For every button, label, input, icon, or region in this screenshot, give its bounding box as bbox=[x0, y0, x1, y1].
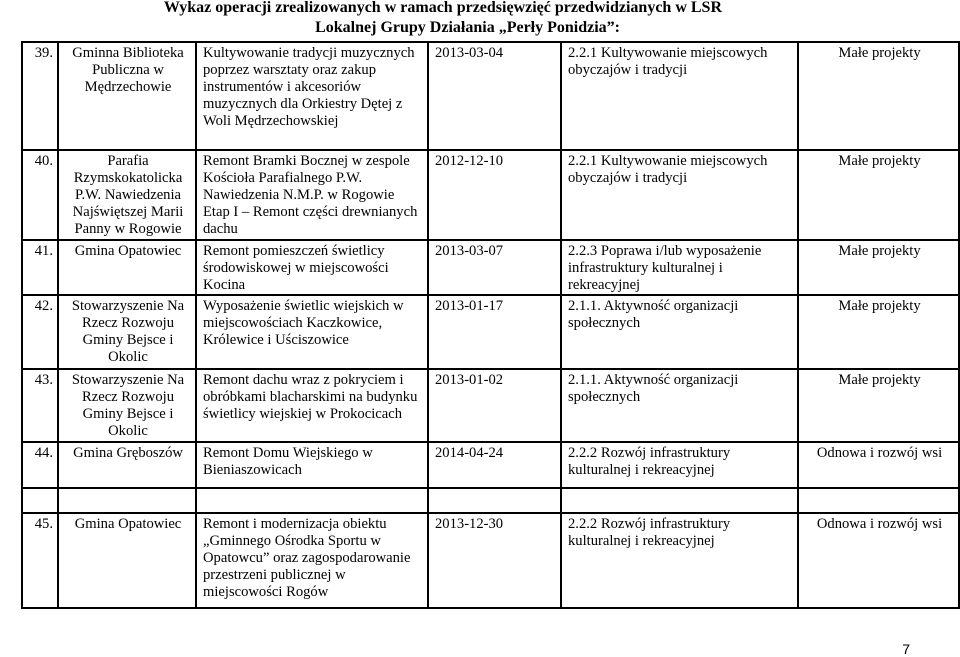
type-cell: Małe projekty bbox=[798, 295, 959, 369]
date-cell: 2014-04-24 bbox=[428, 442, 561, 488]
measure-cell: 2.1.1. Aktywność organizacji społecznych bbox=[561, 295, 798, 369]
table-row bbox=[22, 295, 959, 369]
type-cell: Małe projekty bbox=[798, 150, 959, 240]
header-title-line1: Wykaz operacji zrealizowanych w ramach przedsięwzięć przedwidzianych w LSR bbox=[163, 0, 722, 16]
beneficiary-cell: Gminna Biblioteka Publiczna w Mędrzechowie bbox=[58, 42, 196, 150]
table-row bbox=[22, 150, 959, 240]
beneficiary-cell: Gmina Gręboszów bbox=[58, 442, 196, 488]
beneficiary-cell: Parafia Rzymskokatolicka P.W. Nawiedzenia Najświętszej Marii Panny w Rogowie bbox=[58, 150, 196, 240]
title-cell: Remont pomieszczeń świetlicy środowiskowej w miejscowości Kocina bbox=[196, 240, 428, 295]
row-number: 39. bbox=[22, 42, 58, 150]
table-row bbox=[22, 240, 959, 295]
beneficiary-cell: Gmina Opatowiec bbox=[58, 513, 196, 608]
row-number: 43. bbox=[22, 369, 58, 442]
date-cell: 2013-01-17 bbox=[428, 295, 561, 369]
beneficiary-cell: Stowarzyszenie Na Rzecz Rozwoju Gminy Bejsce i Okolic bbox=[58, 369, 196, 442]
header-title-line2: Lokalnej Grupy Działania „Perły Ponidzia”: bbox=[315, 19, 620, 36]
measure-cell: 2.2.3 Poprawa i/lub wyposażenie infrastruktury kulturalnej i rekreacyjnej bbox=[561, 240, 798, 295]
row-number: 40. bbox=[22, 150, 58, 240]
measure-cell: 2.2.2 Rozwój infrastruktury kulturalnej i rekreacyjnej bbox=[561, 513, 798, 608]
date-cell: 2013-03-04 bbox=[428, 42, 561, 150]
measure-cell: 2.2.1 Kultywowanie miejscowych obyczajów i tradycji bbox=[561, 42, 798, 150]
table-row bbox=[22, 442, 959, 488]
type-cell: Małe projekty bbox=[798, 240, 959, 295]
row-number: 42. bbox=[22, 295, 58, 369]
beneficiary-cell: Stowarzyszenie Na Rzecz Rozwoju Gminy Bejsce i Okolic bbox=[58, 295, 196, 369]
title-cell: Kultywowanie tradycji muzycznych poprzez warsztaty oraz zakup instrumentów i akcesoriów muzycznych dla Orkiestry Dętej z Woli Mędrzechowskiej bbox=[196, 42, 428, 150]
table-spacer-row bbox=[22, 488, 959, 513]
title-cell: Remont Bramki Bocznej w zespole Kościoła Parafialnego P.W. Nawiedzenia N.M.P. w Rogowie Etap I – Remont części drewnianych dachu bbox=[196, 150, 428, 240]
type-cell: Odnowa i rozwój wsi bbox=[798, 513, 959, 608]
date-cell: 2013-01-02 bbox=[428, 369, 561, 442]
date-cell: 2013-03-07 bbox=[428, 240, 561, 295]
measure-cell: 2.2.2 Rozwój infrastruktury kulturalnej i rekreacyjnej bbox=[561, 442, 798, 488]
title-cell: Wyposażenie świetlic wiejskich w miejscowościach Kaczkowice, Królewice i Uściszowice bbox=[196, 295, 428, 369]
measure-cell: 2.2.1 Kultywowanie miejscowych obyczajów i tradycji bbox=[561, 150, 798, 240]
row-number: 44. bbox=[22, 442, 58, 488]
table-row bbox=[22, 513, 959, 608]
title-cell: Remont Domu Wiejskiego w Bieniaszowicach bbox=[196, 442, 428, 488]
table-row bbox=[22, 42, 959, 150]
row-number: 45. bbox=[22, 513, 58, 608]
measure-cell: 2.1.1. Aktywność organizacji społecznych bbox=[561, 369, 798, 442]
row-number: 41. bbox=[22, 240, 58, 295]
beneficiary-cell: Gmina Opatowiec bbox=[58, 240, 196, 295]
date-cell: 2012-12-10 bbox=[428, 150, 561, 240]
operations-table bbox=[21, 41, 960, 609]
title-cell: Remont i modernizacja obiektu „Gminnego Ośrodka Sportu w Opatowcu” oraz zagospodarowanie przestrzeni publicznej w miejscowości Rogów bbox=[196, 513, 428, 608]
type-cell: Małe projekty bbox=[798, 42, 959, 150]
type-cell: Małe projekty bbox=[798, 369, 959, 442]
table-row bbox=[22, 369, 959, 442]
type-cell: Odnowa i rozwój wsi bbox=[798, 442, 959, 488]
date-cell: 2013-12-30 bbox=[428, 513, 561, 608]
title-cell: Remont dachu wraz z pokryciem i obróbkami blacharskimi na budynku świetlicy wiejskiej w Prokocicach bbox=[196, 369, 428, 442]
page-number: 7 bbox=[902, 641, 910, 657]
